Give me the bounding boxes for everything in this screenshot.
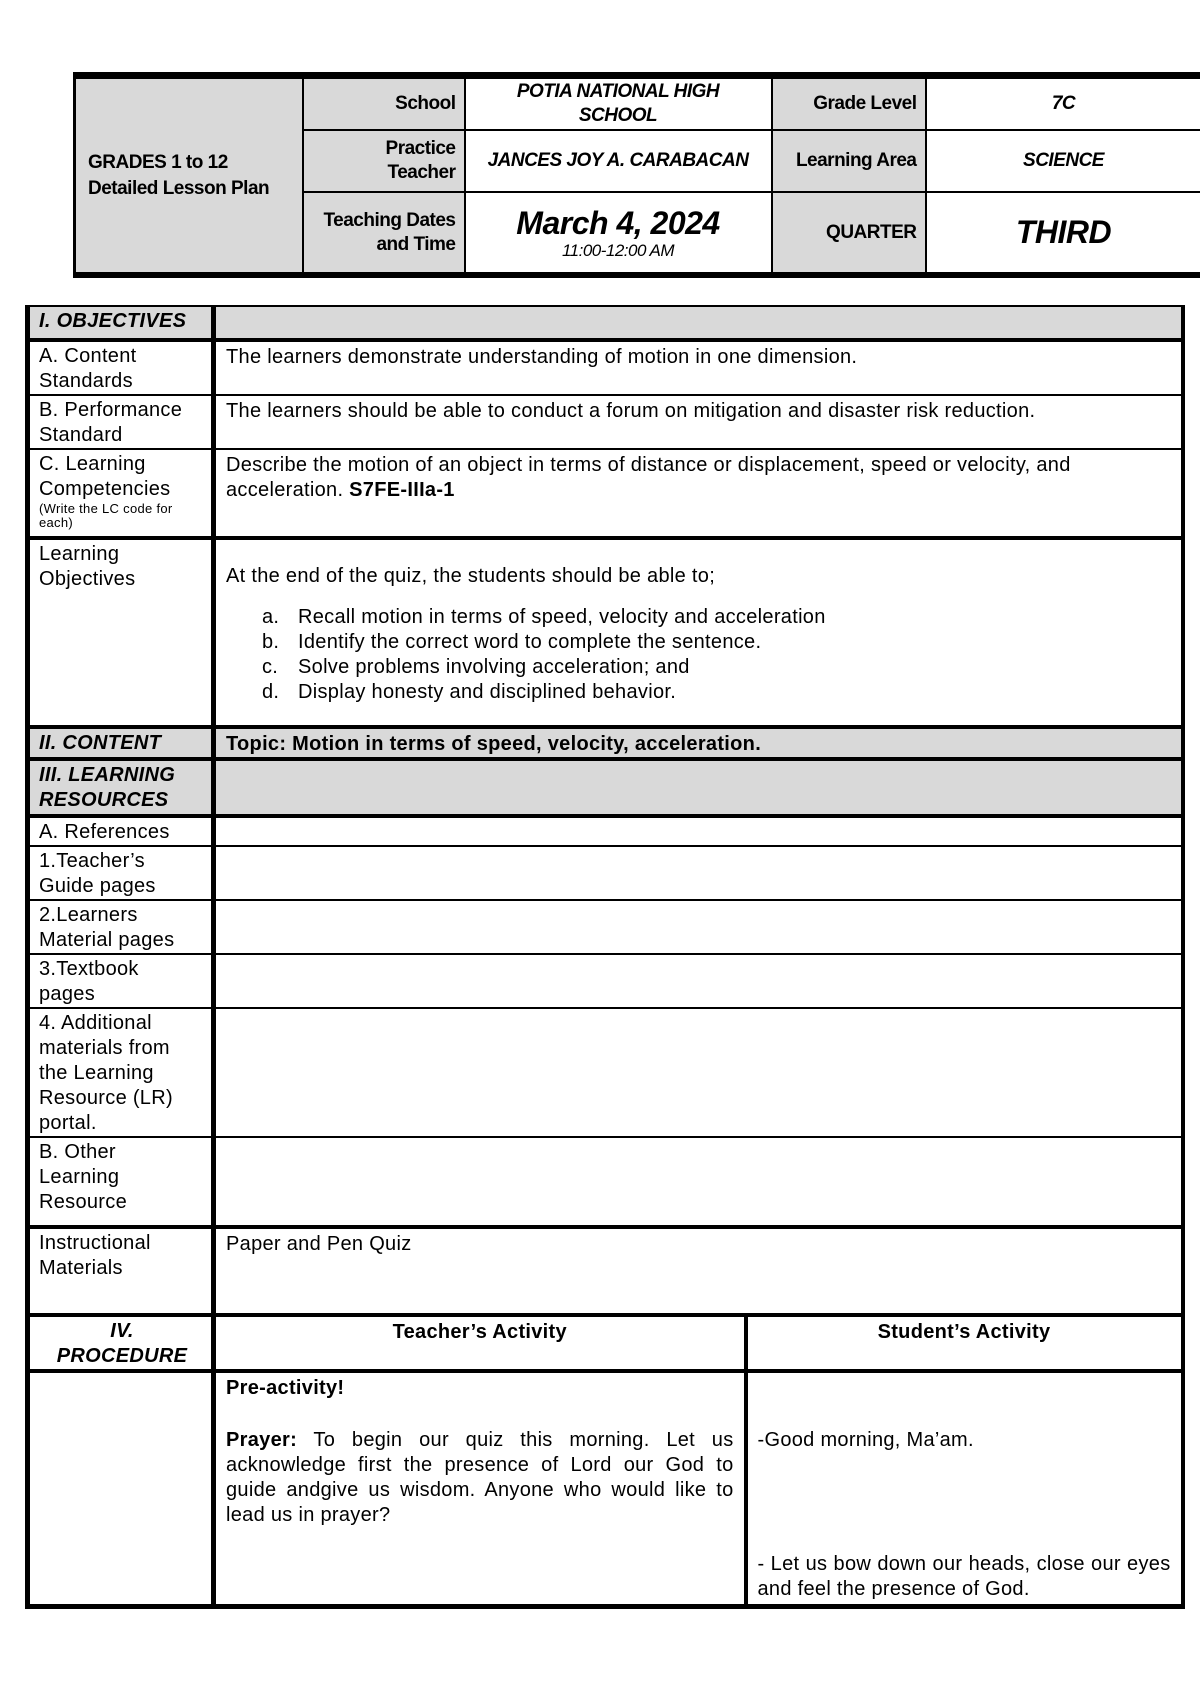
teaching-dates-label-line1: Teaching Dates xyxy=(323,209,456,231)
other-resource-label xyxy=(28,1137,214,1227)
textbook-label xyxy=(28,954,214,1008)
grade-level-value: 7C xyxy=(926,76,1200,131)
instructional-materials-line2: Materials xyxy=(39,1257,123,1279)
performance-standard-text: The learners should be able to conduct a forum on mitigation and disaster risk reduction. xyxy=(214,395,1183,449)
other-resource-value xyxy=(214,1137,1183,1227)
references-value xyxy=(214,816,1183,846)
student-reply-greeting: -Good morning, Ma’am. xyxy=(757,1429,974,1451)
learning-objectives-label-line2: Objectives xyxy=(39,568,136,590)
list-item xyxy=(262,605,1171,630)
student-activity-header: Student’s Activity xyxy=(746,1315,1183,1371)
textbook-label-line1: 3.Textbook xyxy=(39,958,139,980)
prayer-label: Prayer: xyxy=(226,1429,298,1451)
list-item-marker: d. xyxy=(262,681,280,703)
additional-materials-line5: portal. xyxy=(39,1112,97,1134)
list-item xyxy=(262,655,1171,680)
additional-materials-label xyxy=(28,1008,214,1137)
other-resource-line2: Learning xyxy=(39,1166,120,1188)
practice-teacher-value: JANCES JOY A. CARABACAN xyxy=(465,130,772,192)
learning-objectives-list xyxy=(226,605,1171,705)
procedure-heading-line1: IV. xyxy=(110,1320,134,1342)
additional-materials-value xyxy=(214,1008,1183,1137)
learning-objectives-label-line1: Learning xyxy=(39,543,120,565)
lesson-plan-header xyxy=(73,72,1200,278)
list-item-text: Recall motion in terms of speed, velocity and acceleration xyxy=(298,606,826,628)
grade-level-label: Grade Level xyxy=(772,76,926,131)
other-resource-line1: B. Other xyxy=(39,1141,116,1163)
performance-standard-label-line1: B. Performance xyxy=(39,399,183,421)
teacher-activity-header: Teacher’s Activity xyxy=(214,1315,746,1371)
learning-objectives-intro: At the end of the quiz, the students should be able to; xyxy=(226,565,716,587)
list-item-marker: a. xyxy=(262,606,280,628)
list-item-text: Identify the correct word to complete the sentence. xyxy=(298,631,762,653)
teacher-activity-cell xyxy=(214,1371,746,1606)
plan-title-line2: Detailed Lesson Plan xyxy=(88,177,270,199)
learning-area-label: Learning Area xyxy=(772,130,926,192)
additional-materials-line3: the Learning xyxy=(39,1062,154,1084)
quarter-label: QUARTER xyxy=(772,192,926,275)
plan-title-line1: GRADES 1 to 12 xyxy=(88,151,228,173)
teachers-guide-label xyxy=(28,846,214,900)
content-standards-text: The learners demonstrate understanding of motion in one dimension. xyxy=(214,340,1183,395)
learners-material-label-line1: 2.Learners xyxy=(39,904,138,926)
quarter-value: THIRD xyxy=(926,192,1200,275)
learning-resources-heading xyxy=(28,759,214,816)
procedure-heading xyxy=(28,1315,214,1371)
learning-competencies-label-line1: C. Learning xyxy=(39,453,146,475)
list-item-text: Solve problems involving acceleration; and xyxy=(298,656,690,678)
additional-materials-line4: Resource (LR) xyxy=(39,1087,173,1109)
references-label: A. References xyxy=(28,816,214,846)
learning-area-value: SCIENCE xyxy=(926,130,1200,192)
learners-material-label-line2: Material pages xyxy=(39,929,175,951)
textbook-value xyxy=(214,954,1183,1008)
objectives-heading: I. OBJECTIVES xyxy=(28,306,214,340)
procedure-heading-line2: PROCEDURE xyxy=(56,1345,188,1367)
textbook-label-line2: pages xyxy=(39,983,95,1005)
learning-resources-heading-line1: III. LEARNING xyxy=(39,764,176,786)
learners-material-value xyxy=(214,900,1183,954)
lesson-plan-body xyxy=(25,305,1185,1609)
learning-competencies-code: S7FE-IIIa-1 xyxy=(349,479,455,501)
learning-competencies-label xyxy=(28,449,214,538)
instructional-materials-label xyxy=(28,1227,214,1315)
student-activity-cell xyxy=(746,1371,1183,1606)
teaching-dates-label xyxy=(303,192,465,275)
content-standards-label xyxy=(28,340,214,395)
learning-competencies-description: Describe the motion of an object in terms of distance or displacement, speed or velocity, and acceleration. xyxy=(226,454,1071,501)
learning-resources-heading-fill xyxy=(214,759,1183,816)
list-item-marker: c. xyxy=(262,656,279,678)
teaching-date: March 4, 2024 xyxy=(516,204,720,241)
list-item xyxy=(262,680,1171,705)
learning-resources-heading-line2: RESOURCES xyxy=(39,789,169,811)
practice-teacher-label-line1: Practice xyxy=(385,138,456,160)
other-resource-line3: Resource xyxy=(39,1191,127,1213)
procedure-label-empty xyxy=(28,1371,214,1606)
learning-competencies-note: (Write the LC code for each) xyxy=(39,501,173,530)
additional-materials-line1: 4. Additional xyxy=(39,1012,152,1034)
learning-objectives-label xyxy=(28,538,214,727)
teaching-dates-label-line2: and Time xyxy=(376,233,456,255)
learners-material-label xyxy=(28,900,214,954)
additional-materials-line2: materials from xyxy=(39,1037,170,1059)
school-value-line1: POTIA NATIONAL HIGH xyxy=(516,81,720,103)
pre-activity-heading: Pre-activity! xyxy=(226,1377,345,1399)
school-value-line2: SCHOOL xyxy=(578,105,658,127)
performance-standard-label-line2: Standard xyxy=(39,424,123,446)
content-standards-label-line2: Standards xyxy=(39,370,133,392)
practice-teacher-label xyxy=(303,130,465,192)
teaching-date-cell xyxy=(465,192,772,275)
practice-teacher-label-line2: Teacher xyxy=(387,162,456,184)
learning-objectives-content xyxy=(214,538,1183,727)
teachers-guide-label-line1: 1.Teacher’s xyxy=(39,850,145,872)
performance-standard-label xyxy=(28,395,214,449)
content-heading: II. CONTENT xyxy=(28,727,214,759)
content-standards-label-line1: A. Content xyxy=(39,345,137,367)
school-value xyxy=(465,76,772,131)
prayer-paragraph xyxy=(226,1428,734,1528)
plan-title xyxy=(75,76,303,276)
prayer-text: To begin our quiz this morning. Let us acknowledge first the presence of Lord our God to guide andgive us wisdom. Anyone who would like to lead us in prayer? xyxy=(226,1429,734,1526)
learning-competencies-text xyxy=(214,449,1183,538)
teachers-guide-value xyxy=(214,846,1183,900)
content-topic: Topic: Motion in terms of speed, velocity, acceleration. xyxy=(214,727,1183,759)
objectives-heading-fill xyxy=(214,306,1183,340)
student-reply-prayer: - Let us bow down our heads, close our eyes and feel the presence of God. xyxy=(757,1552,1171,1600)
teachers-guide-label-line2: Guide pages xyxy=(39,875,156,897)
instructional-materials-value: Paper and Pen Quiz xyxy=(214,1227,1183,1315)
instructional-materials-line1: Instructional xyxy=(39,1232,151,1254)
list-item xyxy=(262,630,1171,655)
list-item-marker: b. xyxy=(262,631,280,653)
teaching-time: 11:00-12:00 AM xyxy=(561,240,675,260)
school-label: School xyxy=(303,76,465,131)
list-item-text: Display honesty and disciplined behavior. xyxy=(298,681,677,703)
learning-competencies-label-line2: Competencies xyxy=(39,478,171,500)
